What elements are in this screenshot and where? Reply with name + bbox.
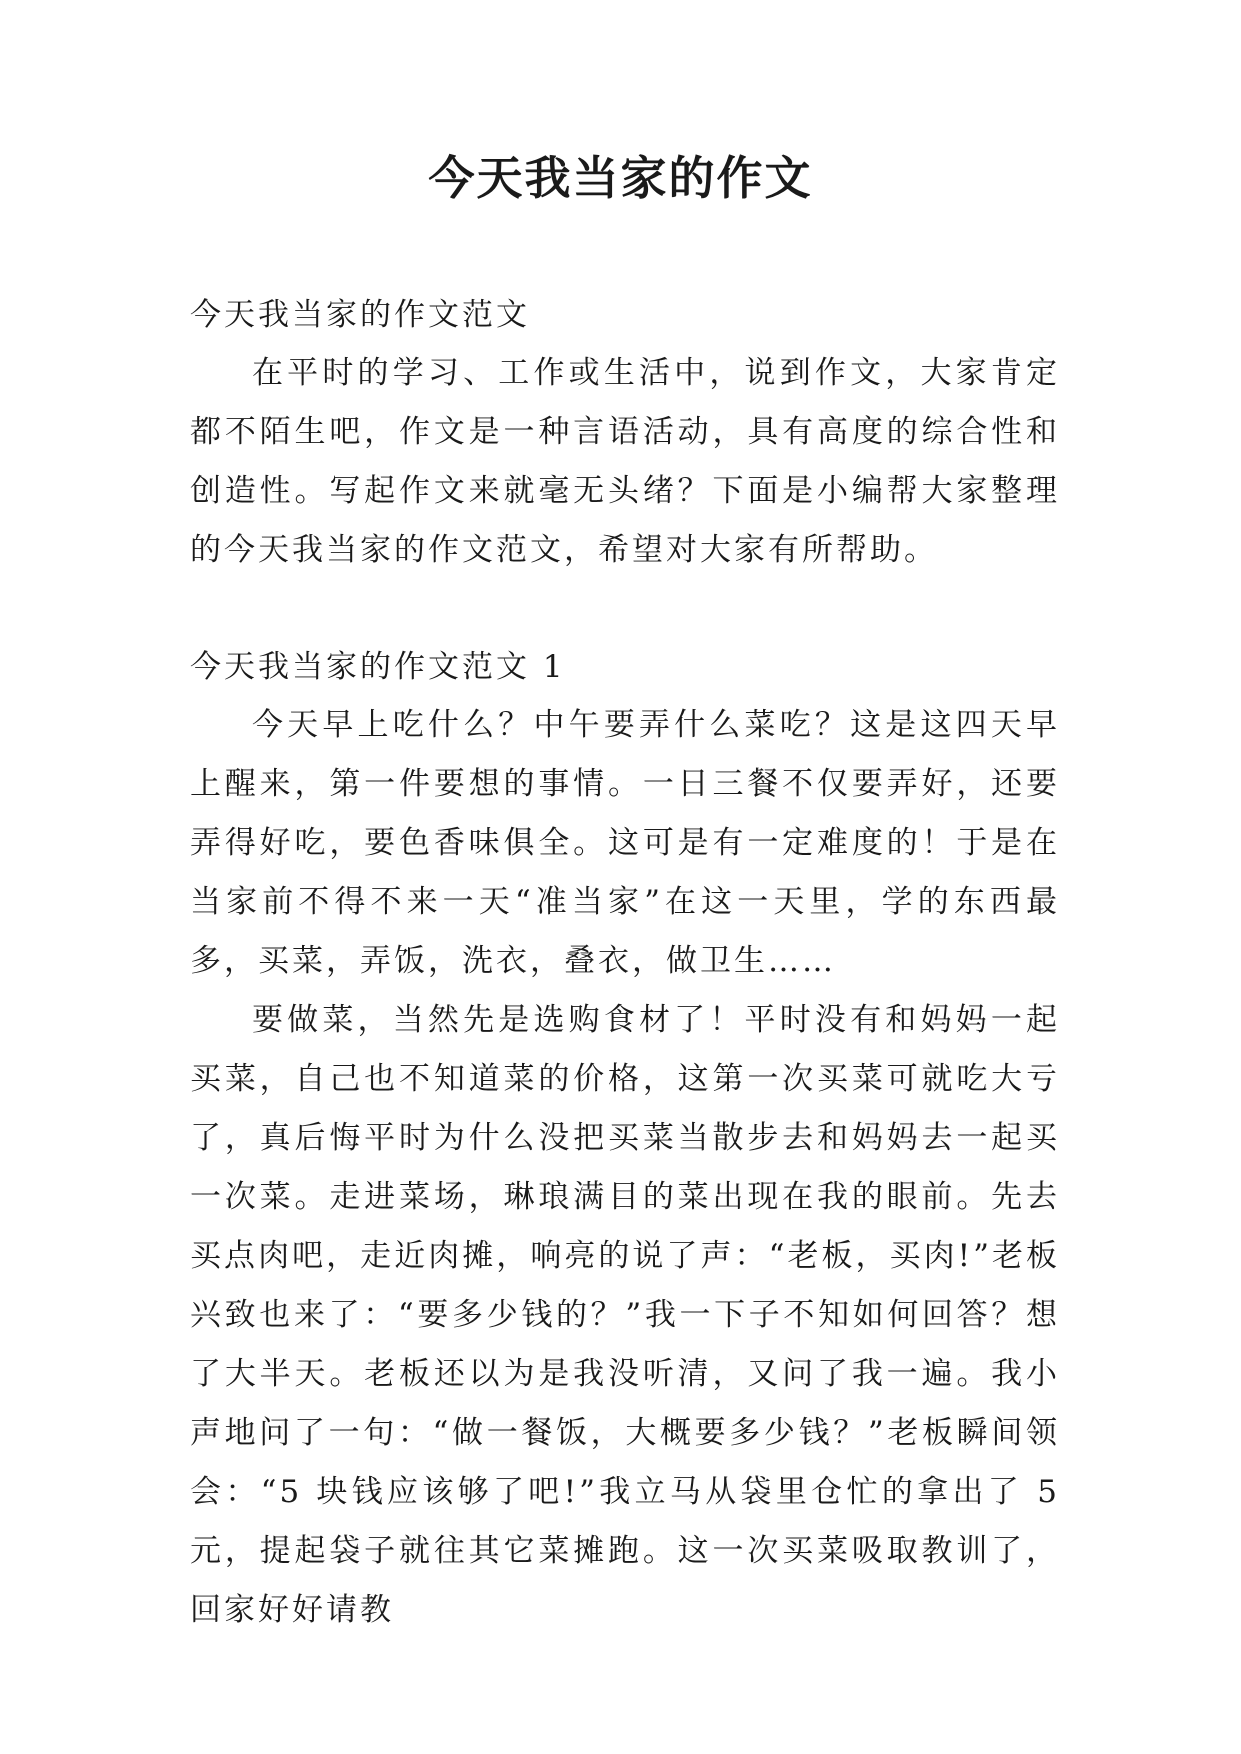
essay1-body [190,696,1060,1640]
document-title: 今天我当家的作文 [428,151,813,205]
intro-heading: 今天我当家的作文范文 [190,297,530,333]
intro-paragraph: 在平时的学习、工作或生活中，说到作文，大家肯定都不陌生吧，作文是一种言语活动，具有高度的综合性和创造性。写起作文来就毫无头绪？下面是小编帮大家整理的今天我当家的作文范文，希望对大家有所帮助。 [190,355,1060,568]
intro-body [190,344,1060,580]
essay1-paragraph-1: 今天早上吃什么？中午要弄什么菜吃？这是这四天早上醒来，第一件要想的事情。一日三餐不仅要弄好，还要弄得好吃，要色香味俱全。这可是有一定难度的！于是在当家前不得不来一天“准当家”在这一天里，学的东西最多，买菜，弄饭，洗衣，叠衣，做卫生…… [190,707,1060,979]
essay1-heading: 今天我当家的作文范文 1 [190,649,566,685]
essay1-paragraph-2: 要做菜，当然先是选购食材了！平时没有和妈妈一起买菜，自己也不知道菜的价格，这第一次买菜可就吃大亏了，真后悔平时为什么没把买菜当散步去和妈妈去一起买一次菜。走进菜场，琳琅满目的菜出现在我的眼前。先去买点肉吧，走近肉摊，响亮的说了声：“老板，买肉!”老板兴致也来了：“要多少钱的？”我一下子不知如何回答？想了大半天。老板还以为是我没听清，又问了我一遍。我小声地问了一句：“做一餐饭，大概要多少钱？”老板瞬间领会：“5 块钱应该够了吧!”我立马从袋里仓忙的拿出了 5 元，提起袋子就往其它菜摊跑。这一次买菜吸取教训了，回家好好请教 [190,1002,1060,1628]
